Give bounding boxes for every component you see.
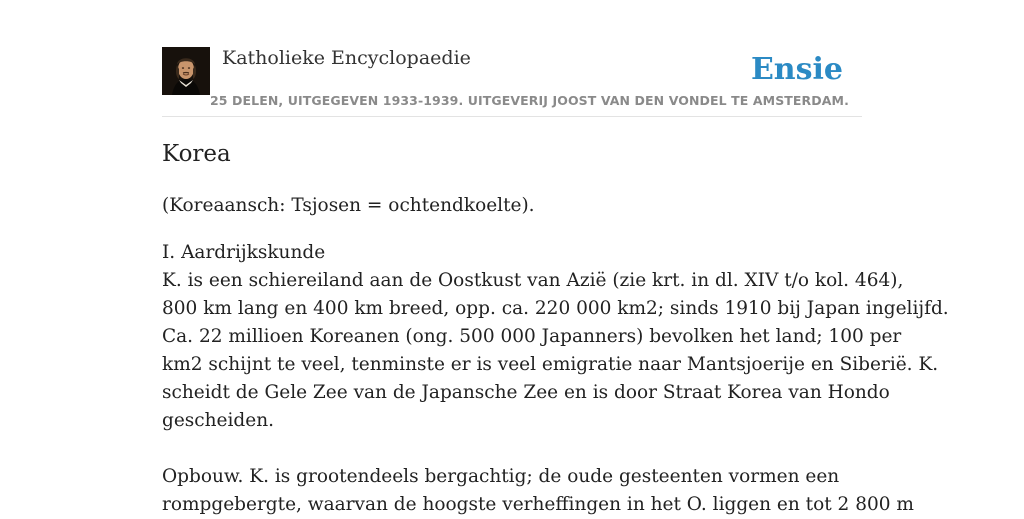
body-line: Ca. 22 millioen Koreanen (ong. 500 000 Japanners) bevolken het land; 100 per	[162, 326, 902, 347]
body-line: gescheiden.	[162, 410, 275, 431]
portrait-avatar-icon	[162, 47, 210, 95]
brand-logo[interactable]: Ensie	[750, 52, 843, 87]
body-line: 800 km lang en 400 km breed, opp. ca. 220 000 km2; sinds 1910 bij Japan ingelijfd.	[162, 298, 949, 319]
body-line: K. is een schiereiland aan de Oostkust van Azië (zie krt. in dl. XIV t/o kol. 464),	[162, 270, 904, 291]
body-line-blank	[162, 435, 862, 463]
article-body	[162, 239, 949, 519]
site-avatar[interactable]	[162, 47, 210, 95]
article-title: Korea	[162, 141, 231, 167]
body-line-section-heading: I. Aardrijkskunde	[162, 242, 326, 263]
body-line: km2 schijnt te veel, tenminste er is veel emigratie naar Mantsjoerije en Siberië. K.	[162, 354, 939, 375]
site-title[interactable]: Katholieke Encyclopaedie	[222, 47, 471, 69]
article-intro: (Koreaansch: Tsjosen = ochtendkoelte).	[162, 195, 535, 216]
body-line: Opbouw. K. is grootendeels bergachtig; de oude gesteenten vormen een	[162, 466, 840, 487]
page-container	[162, 0, 949, 515]
body-line: scheidt de Gele Zee van de Japansche Zee en is door Straat Korea van Hondo	[162, 382, 890, 403]
body-line: rompgebergte, waarvan de hoogste verheffingen in het O. liggen en tot 2 800 m	[162, 494, 914, 515]
site-header	[162, 0, 862, 117]
site-subtitle: 25 DELEN, UITGEGEVEN 1933-1939. UITGEVERIJ JOOST VAN DEN VONDEL TE AMSTERDAM.	[210, 93, 849, 108]
